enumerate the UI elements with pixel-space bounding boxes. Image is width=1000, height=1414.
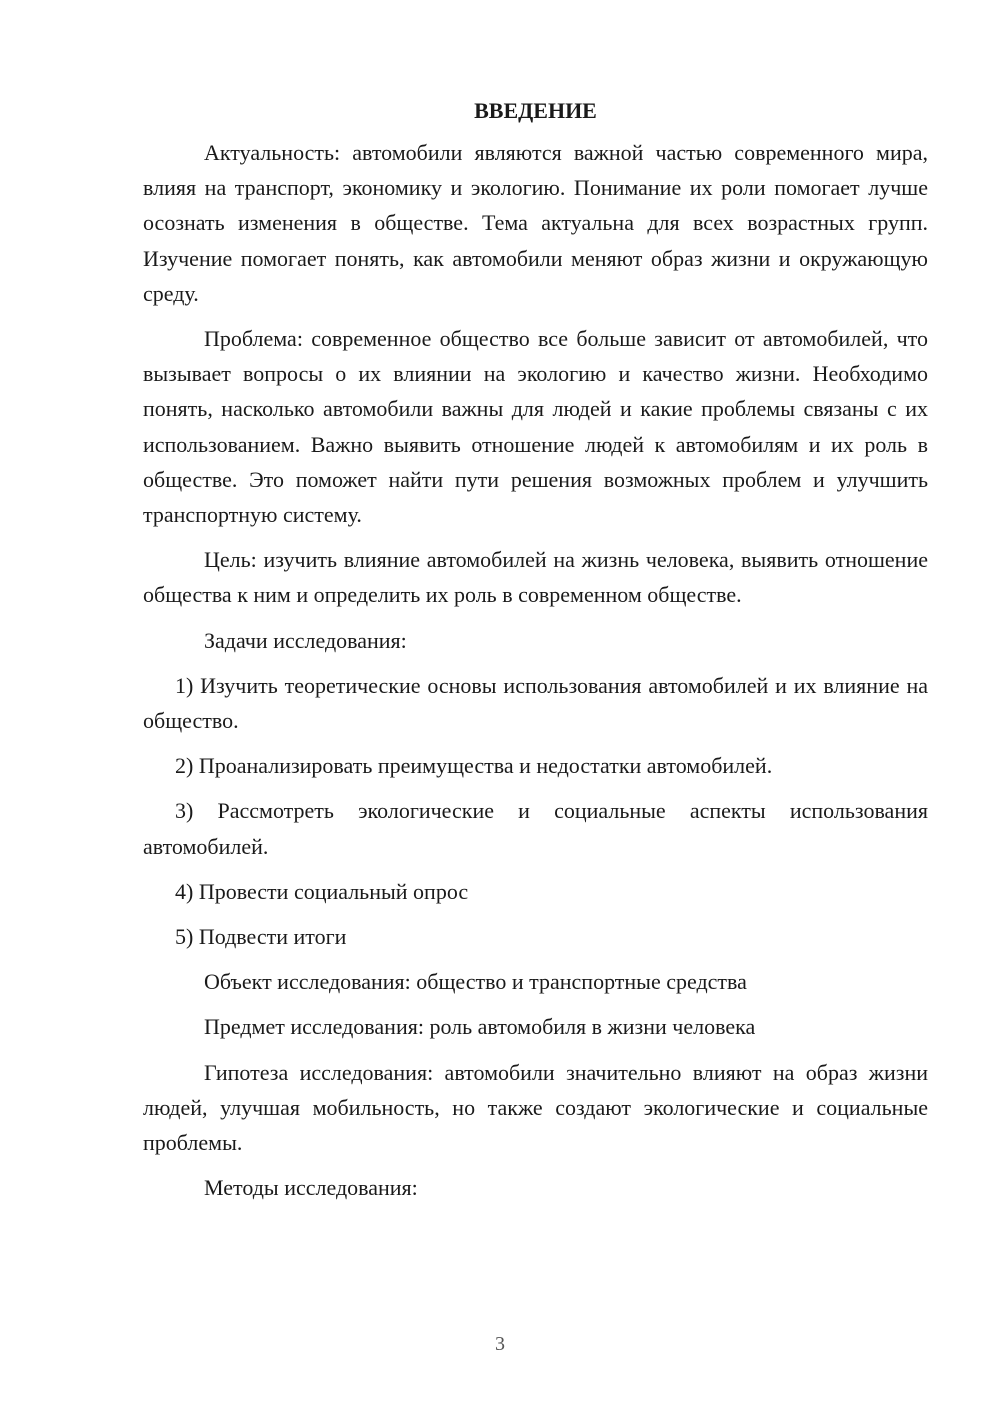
document-page bbox=[143, 93, 928, 1215]
methods-heading: Методы исследования: bbox=[204, 1175, 418, 1201]
task-item-4: 4) Провести социальный опрос bbox=[175, 878, 469, 904]
task-item-1: 1) Изучить теоретические основы использования автомобилей и их влияние на общество. bbox=[143, 672, 928, 734]
relevance-paragraph: Актуальность: автомобили являются важной частью современного мира, влияя на транспорт, экономику и экологию. Понимание их роли помогает лучше осознать изменения в обществе. Тема актуальна для всех возрастных групп. Изучение помогает понять, как автомобили меняют образ жизни и окружающую среду. bbox=[143, 140, 928, 306]
hypothesis-paragraph: Гипотеза исследования: автомобили значительно влияют на образ жизни людей, улучшая мобильность, но также создают экологические и социальные проблемы. bbox=[143, 1059, 928, 1156]
research-subject: Предмет исследования: роль автомобиля в жизни человека bbox=[204, 1014, 756, 1040]
task-item-5: 5) Подвести итоги bbox=[175, 924, 347, 950]
goal-paragraph: Цель: изучить влияние автомобилей на жизнь человека, выявить отношение общества к ним и определить их роль в современном обществе. bbox=[143, 547, 928, 608]
page-number: 3 bbox=[495, 1333, 505, 1355]
research-object: Объект исследования: общество и транспортные средства bbox=[204, 969, 747, 995]
page-title: ВВЕДЕНИЕ bbox=[474, 98, 597, 123]
task-item-2: 2) Проанализировать преимущества и недостатки автомобилей. bbox=[175, 753, 773, 779]
task-item-3: 3) Рассмотреть экологические и социальные аспекты использования автомобилей. bbox=[143, 798, 928, 859]
problem-paragraph: Проблема: современное общество все больше зависит от автомобилей, что вызывает вопросы о их влиянии на экологию и качество жизни. Необходимо понять, насколько автомобили важны для людей и какие проблемы связаны с их использованием. Важно выявить отношение людей к автомобилям и их роль в обществе. Это поможет найти пути решения возможных проблем и улучшить транспортную систему. bbox=[143, 326, 928, 528]
tasks-heading: Задачи исследования: bbox=[204, 627, 407, 653]
